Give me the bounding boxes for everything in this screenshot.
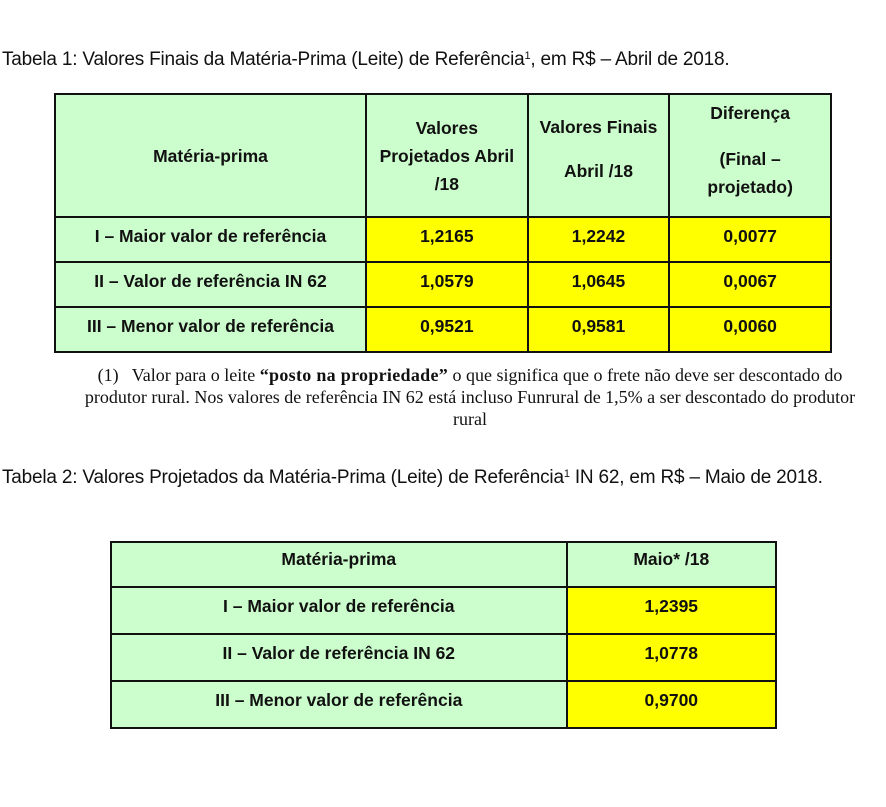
header-text: Diferença bbox=[710, 102, 791, 123]
table2-caption-text: Tabela 2: Valores Projetados da Matéria-Prima (Leite) de Referência bbox=[2, 467, 564, 488]
value-projetado: 0,9521 bbox=[366, 307, 528, 352]
value-projetado: 1,0579 bbox=[366, 262, 528, 307]
value-maio: 1,0778 bbox=[567, 634, 776, 681]
table1-header-valores-projetados bbox=[366, 94, 528, 217]
table2-caption-superscript: 1 bbox=[563, 468, 570, 480]
table2-caption bbox=[2, 465, 882, 491]
value-final: 1,2242 bbox=[528, 217, 670, 262]
header-text: projetado) bbox=[707, 176, 793, 197]
footnote-text-end: o que significa que o frete não deve ser descontado do produtor rural. Nos valores de referência IN 62 está incluso Funrural de 1,5% a ser descontado do produtor rural bbox=[84, 365, 856, 429]
table1-caption-superscript: 1 bbox=[524, 50, 531, 62]
footnote-text: Valor para o leite bbox=[131, 365, 260, 385]
row-label: III – Menor valor de referência bbox=[55, 307, 366, 352]
table-row bbox=[111, 634, 776, 681]
header-text: Projetados Abril bbox=[379, 145, 515, 166]
value-final: 0,9581 bbox=[528, 307, 670, 352]
row-label: II – Valor de referência IN 62 bbox=[111, 634, 567, 681]
header-text: (Final – bbox=[719, 148, 781, 169]
header-text: Matéria-prima bbox=[153, 145, 268, 166]
table1-caption-text-end: , em R$ – Abril de 2018. bbox=[530, 49, 730, 70]
table1-header-diferenca bbox=[669, 94, 831, 217]
footnote-bold-text: “posto na propriedade” bbox=[259, 365, 449, 385]
table1-header-row bbox=[55, 94, 831, 217]
value-diferenca: 0,0060 bbox=[669, 307, 831, 352]
footnote-marker: (1) bbox=[97, 365, 119, 385]
table1-header-valores-finais bbox=[528, 94, 670, 217]
value-diferenca: 0,0077 bbox=[669, 217, 831, 262]
table1-header-materia-prima bbox=[55, 94, 366, 217]
table2-caption-text-end: IN 62, em R$ – Maio de 2018. bbox=[569, 467, 823, 488]
footnote bbox=[70, 364, 870, 430]
value-final: 1,0645 bbox=[528, 262, 670, 307]
table2-header-materia-prima: Matéria-prima bbox=[111, 542, 567, 587]
header-text: /18 bbox=[434, 173, 459, 194]
table-row bbox=[55, 217, 831, 262]
value-maio: 0,9700 bbox=[567, 681, 776, 728]
value-diferenca: 0,0067 bbox=[669, 262, 831, 307]
value-projetado: 1,2165 bbox=[366, 217, 528, 262]
value-maio: 1,2395 bbox=[567, 587, 776, 634]
table1-caption-text: Tabela 1: Valores Finais da Matéria-Prima (Leite) de Referência bbox=[2, 49, 525, 70]
table-row bbox=[111, 587, 776, 634]
table-row bbox=[55, 262, 831, 307]
header-text: Valores Finais bbox=[539, 116, 658, 137]
row-label: I – Maior valor de referência bbox=[55, 217, 366, 262]
row-label: II – Valor de referência IN 62 bbox=[55, 262, 366, 307]
row-label: III – Menor valor de referência bbox=[111, 681, 567, 728]
row-label: I – Maior valor de referência bbox=[111, 587, 567, 634]
table-row bbox=[111, 681, 776, 728]
header-text: Valores bbox=[415, 117, 478, 138]
table-row bbox=[55, 307, 831, 352]
header-text: Abril /18 bbox=[563, 160, 634, 181]
table1-caption bbox=[2, 47, 729, 73]
table2-header-row bbox=[111, 542, 776, 587]
table2 bbox=[110, 541, 777, 729]
table1 bbox=[54, 93, 832, 353]
table2-header-maio: Maio* /18 bbox=[567, 542, 776, 587]
